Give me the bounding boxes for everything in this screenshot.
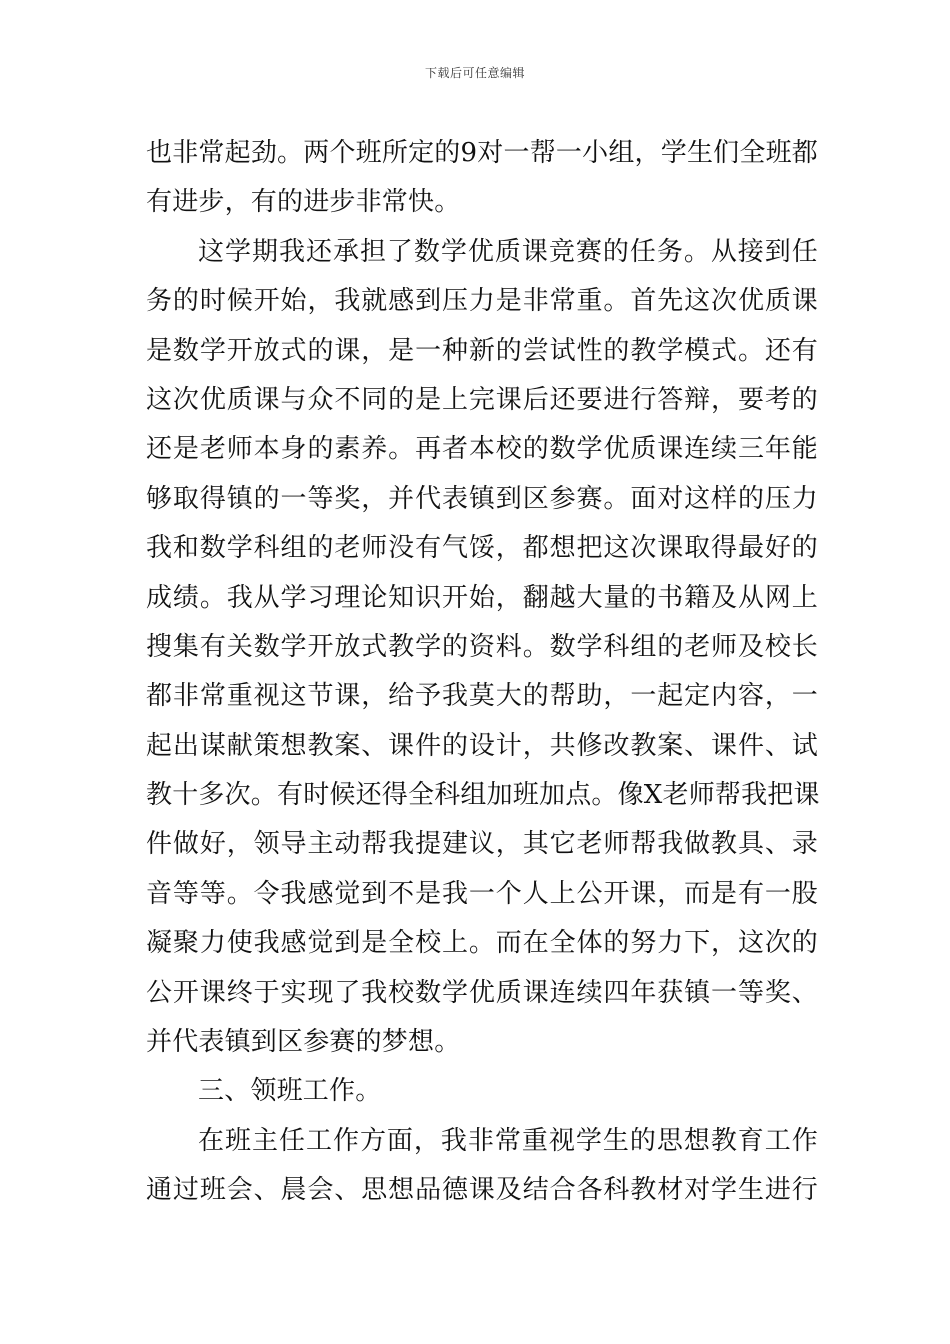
section-heading: 三、领班工作。 [198, 1076, 382, 1107]
text-line: 成绩。我从学习理论知识开始，翻越大量的书籍及从网上 [146, 582, 818, 613]
text-line: 凝聚力使我感觉到是全校上。而在全体的努力下，这次的 [146, 928, 818, 959]
text-line: 教十多次。有时候还得全科组加班加点。像X老师帮我把课 [146, 780, 820, 811]
text-line: 够取得镇的一等奖，并代表镇到区参赛。面对这样的压力 [146, 483, 818, 514]
paragraph-start-line: 这学期我还承担了数学优质课竞赛的任务。从接到任 [198, 236, 818, 267]
text-line: 起出谋献策想教案、课件的设计，共修改教案、课件、试 [146, 730, 818, 761]
text-line: 通过班会、晨会、思想品德课及结合各科教材对学生进行 [146, 1175, 818, 1206]
page-header: 下载后可任意编辑 [424, 66, 525, 80]
text-line: 这次优质课与众不同的是上完课后还要进行答辩，要考的 [146, 384, 818, 415]
text-line: 我和数学科组的老师没有气馁，都想把这次课取得最好的 [146, 533, 818, 564]
text-line: 都非常重视这节课，给予我莫大的帮助，一起定内容，一 [146, 681, 818, 712]
text-line: 音等等。令我感觉到不是我一个人上公开课，而是有一股 [146, 878, 818, 909]
text-line: 务的时候开始，我就感到压力是非常重。首先这次优质课 [146, 286, 818, 317]
paragraph-start-line: 在班主任工作方面，我非常重视学生的思想教育工作 [198, 1125, 818, 1156]
text-line: 并代表镇到区参赛的梦想。 [146, 1027, 461, 1058]
text-line: 是数学开放式的课，是一种新的尝试性的教学模式。还有 [146, 335, 818, 366]
text-line: 还是老师本身的素养。再者本校的数学优质课连续三年能 [146, 434, 818, 465]
text-line: 公开课终于实现了我校数学优质课连续四年获镇一等奖、 [146, 977, 818, 1008]
text-line: 搜集有关数学开放式教学的资料。数学科组的老师及校长 [146, 631, 818, 662]
document-body [146, 129, 818, 1216]
text-line: 有进步，有的进步非常快。 [146, 187, 461, 218]
text-line: 件做好，领导主动帮我提建议，其它老师帮我做教具、录 [146, 829, 818, 860]
text-line: 也非常起劲。两个班所定的9对一帮一小组，学生们全班都 [146, 138, 818, 168]
